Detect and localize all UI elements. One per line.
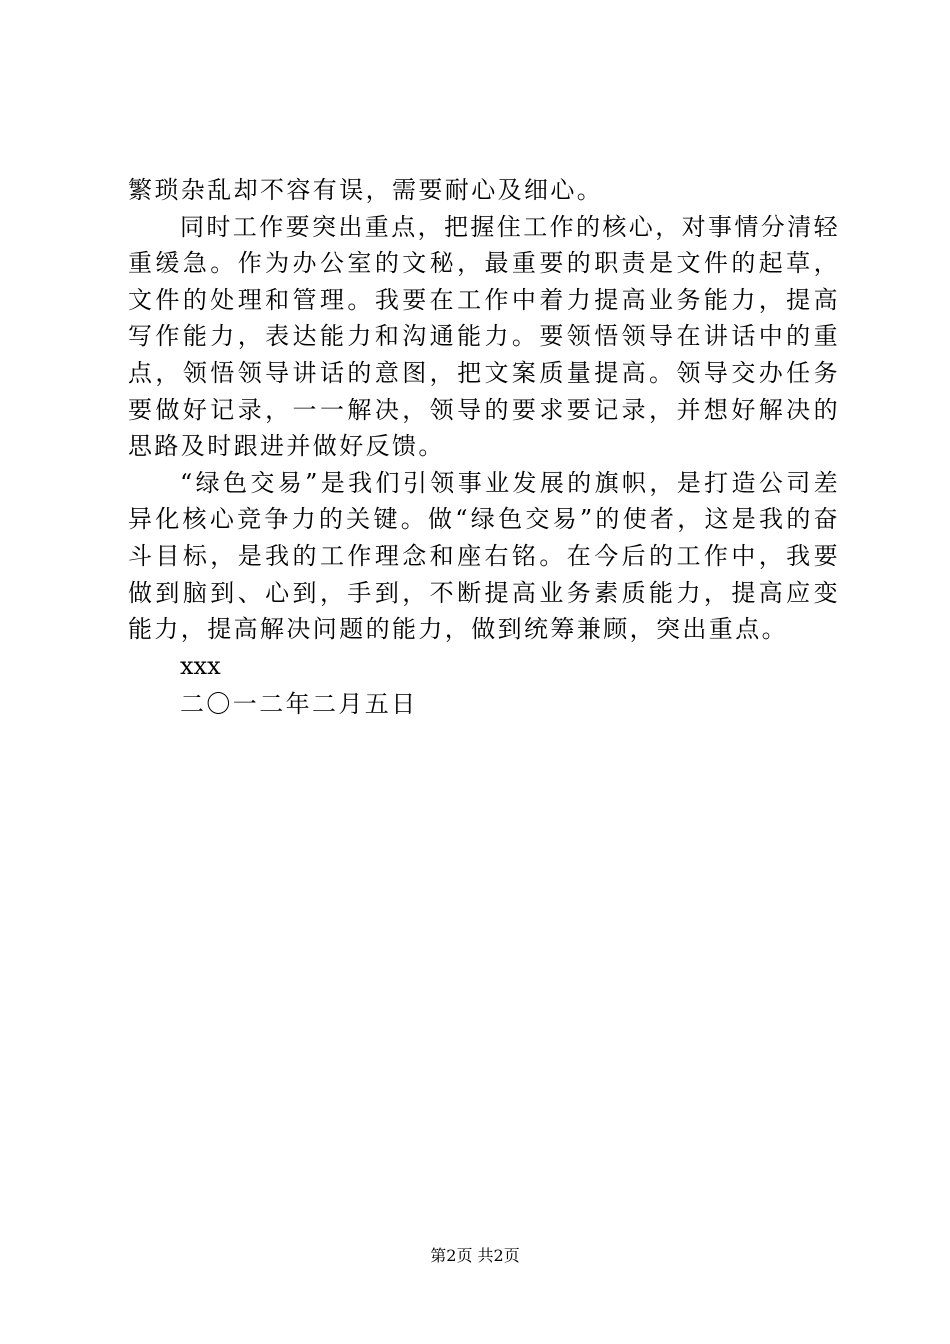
paragraph-focus-on-priorities: 同时工作要突出重点，把握住工作的核心，对事情分清轻重缓急。作为办公室的文秘，最重要的职责是文件的起草，文件的处理和管理。我要在工作中着力提高业务能力，提高写作能力，表达能力和沟通能力。要领悟领导在讲话中的重点，领悟领导讲话的意图，把文案质量提高。领导交办任务要做好记录，一一解决，领导的要求要记录，并想好解决的思路及时跟进并做好反馈。 (128, 212, 840, 461)
page-number-label: 第2页 共2页 (430, 1246, 520, 1265)
page-footer (0, 1245, 950, 1267)
document-body (128, 172, 840, 724)
paragraph-green-trading: “绿色交易”是我们引领事业发展的旗帜，是打造公司差异化核心竞争力的关键。做“绿色交易”的使者，这是我的奋斗目标，是我的工作理念和座右铭。在今后的工作中，我要做到脑到、心到，手到，不断提高业务素质能力，提高应变能力，提高解决问题的能力，做到统筹兼顾，突出重点。 (128, 468, 840, 644)
signature-name: xxx (180, 651, 221, 680)
signature-date: 二〇一二年二月五日 (180, 689, 418, 718)
paragraph-continuation: 繁琐杂乱却不容有误，需要耐心及细心。 (128, 176, 604, 204)
